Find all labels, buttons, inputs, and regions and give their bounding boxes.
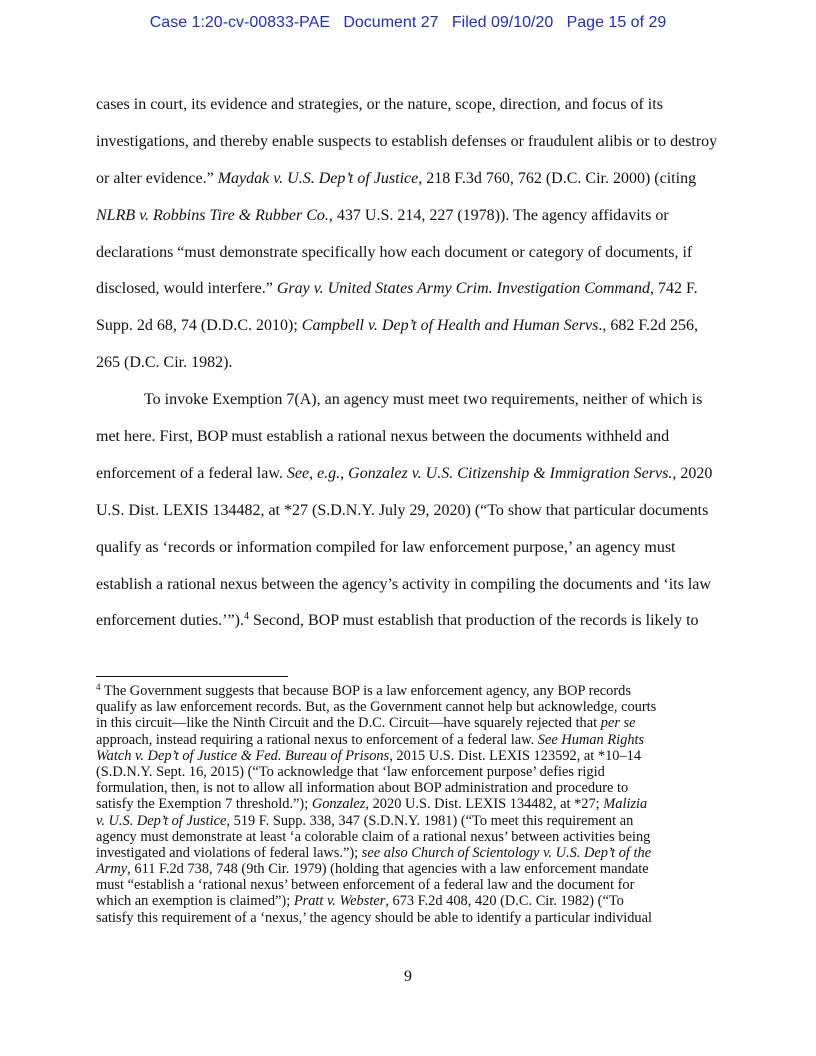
- page-of-pages: Page 15 of 29: [566, 14, 667, 31]
- footnote-line: (S.D.N.Y. Sept. 16, 2015) (“To acknowledge that ‘law enforcement purpose’ defies rigid: [96, 763, 605, 780]
- footnote-number: 4: [96, 682, 101, 692]
- footnote-line: which an exemption is claimed”); Pratt v. Webster, 673 F.2d 408, 420 (D.C. Cir. 1982) (“To: [96, 893, 624, 910]
- case-citation: Campbell v. Dep’t of Health and Human Servs: [301, 317, 599, 335]
- text-line: or alter evidence.” Maydak v. U.S. Dep’t of Justice, 218 F.3d 760, 762 (D.C. Cir. 2000) (citing: [96, 169, 697, 187]
- text-line: disclosed, would interfere.” Gray v. United States Army Crim. Investigation Command, 742 F.: [96, 280, 698, 298]
- case-citation: Gray v. United States Army Crim. Investigation Command: [276, 280, 650, 298]
- case-citation: See Human Rights: [537, 731, 645, 748]
- case-citation: Army: [96, 861, 128, 878]
- case-citation: Malizia: [603, 796, 648, 813]
- footnote-divider: [96, 676, 288, 677]
- footnote-line: satisfy the Exemption 7 threshold.”); Gonzalez, 2020 U.S. Dist. LEXIS 134482, at *27; Malizia: [96, 796, 648, 813]
- text-line: To invoke Exemption 7(A), an agency must meet two requirements, neither of which is: [144, 391, 703, 409]
- footnote-line: approach, instead requiring a rational nexus to enforcement of a federal law. See Human Rights: [96, 731, 645, 748]
- footnote-line: investigated and violations of federal laws.”); see also Church of Scientology v. U.S. Dep’t of the: [96, 844, 652, 861]
- case-citation: Gonzalez: [311, 796, 366, 813]
- footnote-line: v. U.S. Dep’t of Justice, 519 F. Supp. 338, 347 (S.D.N.Y. 1981) (“To meet this requirement an: [96, 812, 634, 829]
- case-citation: v. U.S. Dep’t of Justice: [96, 812, 227, 829]
- case-citation: see also Church of Scientology v. U.S. Dep’t of the: [361, 844, 652, 861]
- text-line: enforcement duties.’”).$^4$ Second, BOP must establish that production of the records is likely to: [96, 611, 699, 630]
- footnote-reference[interactable]: 4: [243, 611, 249, 623]
- case-citation: Gonzalez v. U.S. Citizenship & Immigration Servs.: [348, 464, 673, 482]
- case-number: Case 1:20-cv-00833-PAE: [149, 14, 330, 31]
- case-citation: NLRB v. Robbins Tire & Rubber Co.: [96, 206, 329, 224]
- document-number: Document 27: [343, 14, 439, 31]
- text-line: declarations “must demonstrate specifically how each document or category of documents, if: [96, 243, 693, 261]
- page-number: 9: [404, 968, 412, 985]
- case-citation: Pratt v. Webster: [293, 893, 386, 910]
- text-line: qualify as ‘records or information compiled for law enforcement purpose,’ an agency must: [96, 538, 676, 556]
- footnote-line: Army, 611 F.2d 738, 748 (9th Cir. 1979) (holding that agencies with a law enforcement mandate: [96, 861, 649, 878]
- footnote-line: in this circuit—like the Ninth Circuit and the D.C. Circuit—have squarely rejected that per se: [96, 715, 636, 732]
- text-line: Supp. 2d 68, 74 (D.D.C. 2010); Campbell v. Dep’t of Health and Human Servs., 682 F.2d 256,: [96, 317, 698, 335]
- footnote-line: Watch v. Dep’t of Justice & Fed. Bureau of Prisons, 2015 U.S. Dist. LEXIS 123592, at *10–14: [96, 747, 642, 764]
- text-line: met here. First, BOP must establish a rational nexus between the documents withheld and: [96, 428, 670, 446]
- body-text: [96, 87, 726, 640]
- emphasis: per se: [600, 715, 636, 732]
- text-line: enforcement of a federal law. See, e.g., Gonzalez v. U.S. Citizenship & Immigration Servs., 2020: [96, 464, 713, 482]
- text-line: U.S. Dist. LEXIS 134482, at *27 (S.D.N.Y. July 29, 2020) (“To show that particular documents: [96, 501, 709, 519]
- case-citation: Maydak v. U.S. Dep’t of Justice: [217, 169, 419, 187]
- filed-date: Filed 09/10/20: [451, 14, 554, 31]
- case-header: [0, 14, 816, 32]
- text-line: NLRB v. Robbins Tire & Rubber Co., 437 U.S. 214, 227 (1978)). The agency affidavits or: [96, 206, 669, 224]
- text-line: investigations, and thereby enable suspects to establish defenses or fraudulent alibis or to destroy: [96, 132, 718, 150]
- text-line: establish a rational nexus between the agency’s activity in compiling the documents and ‘its law: [96, 575, 711, 593]
- footnote-line: satisfy this requirement of a ‘nexus,’ the agency should be able to identify a particular individual: [96, 909, 652, 926]
- footnote-line: agency must demonstrate at least ‘a colorable claim of a rational nexus’ between activities being: [96, 828, 651, 845]
- footnote-line: qualify as law enforcement records. But, as the Government cannot help but acknowledge, courts: [96, 699, 657, 716]
- case-citation: Watch v. Dep’t of Justice & Fed. Bureau of Prisons: [96, 747, 390, 764]
- text-line: cases in court, its evidence and strategies, or the nature, scope, direction, and focus of its: [96, 96, 663, 113]
- signal-phrase: See, e.g.: [286, 464, 341, 482]
- text-line: 265 (D.C. Cir. 1982).: [96, 354, 233, 372]
- paragraph-2: [96, 382, 726, 640]
- footnote-line: formulation, then, is not to allow all information about BOP administration and procedure to: [96, 780, 629, 797]
- footnote-4: [96, 683, 726, 926]
- footnote-line: must “establish a ‘rational nexus’ between enforcement of a federal law and the document for: [96, 877, 635, 894]
- paragraph-1: [96, 87, 726, 382]
- footnote-line: $^4$ The Government suggests that because BOP is a law enforcement agency, any BOP records: [96, 682, 631, 699]
